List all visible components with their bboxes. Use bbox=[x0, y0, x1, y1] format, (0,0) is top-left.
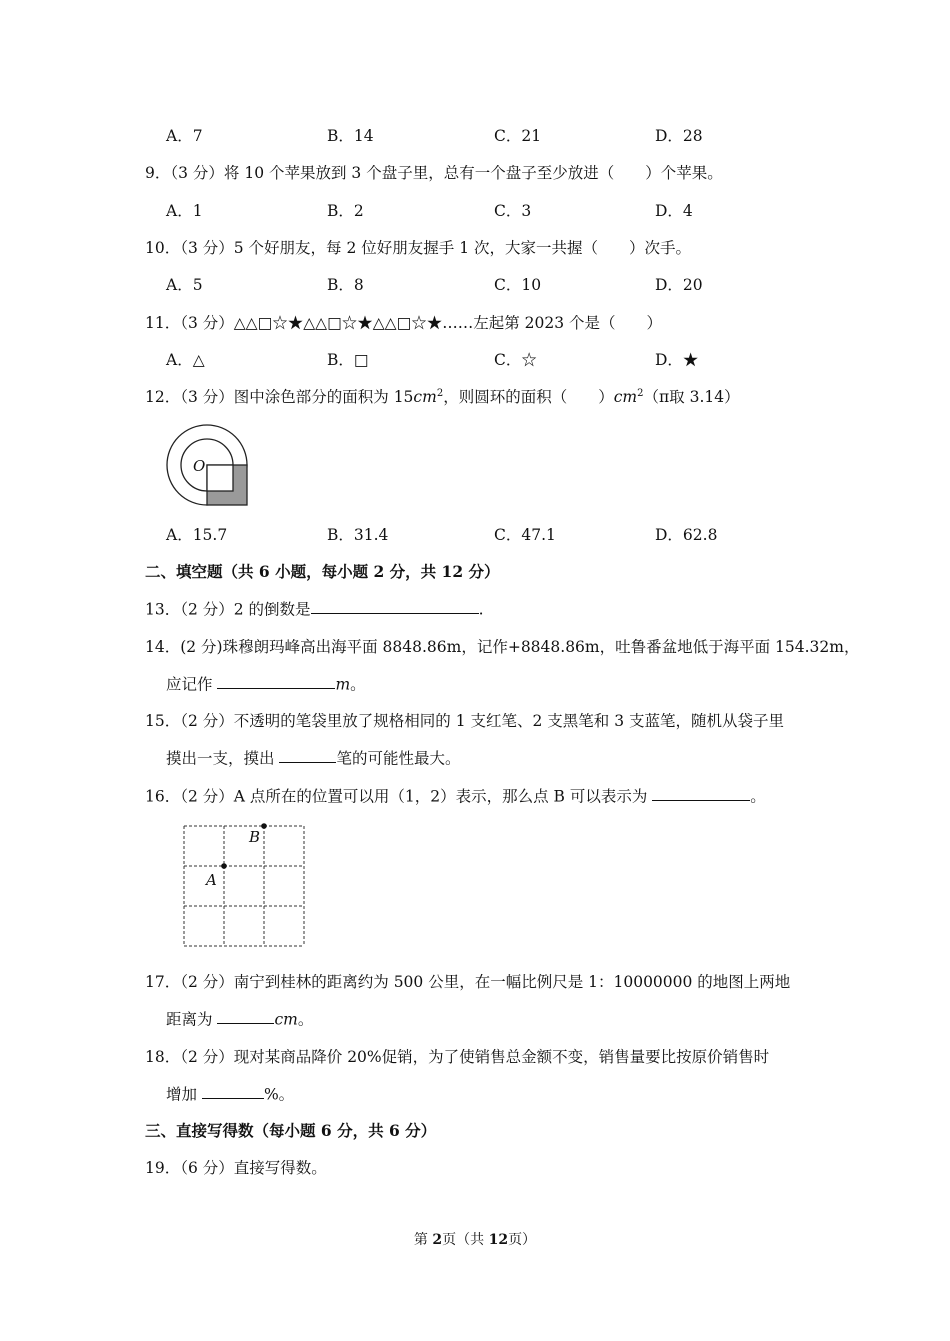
q14-end: 。 bbox=[350, 675, 366, 694]
option-c: C．21 bbox=[494, 127, 542, 145]
option-b: B．8 bbox=[327, 276, 364, 294]
question-16 bbox=[145, 784, 766, 806]
section-title-direct-answers: 三、直接写得数（每小题 6 分，共 6 分） bbox=[145, 1121, 437, 1140]
question-9: 9．（3 分）将 10 个苹果放到 3 个盘子里，总有一个盘子至少放进（ ）个苹果。 bbox=[145, 164, 723, 182]
question-19: 19．（6 分）直接写得数。 bbox=[145, 1159, 327, 1177]
q12-sup: 2 bbox=[436, 387, 444, 399]
footer-page-number: 2 bbox=[432, 1232, 443, 1248]
footer-total-pages: 12 bbox=[488, 1232, 509, 1248]
footer-suffix: 页） bbox=[508, 1232, 537, 1248]
q17-prefix: 距离为 bbox=[166, 1010, 218, 1029]
q16-text: 16．（2 分）A 点所在的位置可以用（1，2）表示，那么点 B 可以表示为 bbox=[145, 787, 653, 806]
q12-mid: ，则圆环的面积（ ） bbox=[443, 388, 614, 406]
option-a: A．7 bbox=[166, 127, 203, 145]
center-label: O bbox=[193, 457, 206, 475]
answer-blank[interactable] bbox=[311, 597, 479, 614]
option-b: B．2 bbox=[327, 202, 364, 220]
option-d: D．62.8 bbox=[655, 526, 718, 544]
q13-end: . bbox=[478, 600, 484, 619]
footer-prefix: 第 bbox=[413, 1232, 433, 1248]
label-b: B bbox=[249, 828, 261, 846]
question-17-line1: 17．（2 分）南宁到桂林的距离约为 500 公里，在一幅比例尺是 1：10000000 的地图上两地 bbox=[145, 973, 791, 991]
answer-blank[interactable] bbox=[202, 1082, 264, 1099]
question-12 bbox=[145, 385, 740, 407]
answer-blank[interactable] bbox=[217, 672, 335, 689]
option-d: D．★ bbox=[655, 351, 699, 369]
q17-unit: cm bbox=[274, 1010, 298, 1029]
q15-prefix: 摸出一支，摸出 bbox=[166, 749, 280, 768]
q12-unit: cm bbox=[413, 388, 437, 406]
option-a: A．5 bbox=[166, 276, 203, 294]
page-footer bbox=[0, 1229, 950, 1249]
q16-end: 。 bbox=[750, 787, 766, 806]
q15-suffix: 笔的可能性最大。 bbox=[336, 749, 461, 768]
question-11: 11．（3 分）△△□☆★△△□☆★△△□☆★……左起第 2023 个是（ ） bbox=[145, 314, 663, 332]
q12-unit-2: cm bbox=[613, 388, 638, 406]
footer-mid: 页（共 bbox=[442, 1232, 489, 1248]
question-18-line1: 18．（2 分）现对某商品降价 20%促销，为了使销售总金额不变，销售量要比按原价销售时 bbox=[145, 1048, 770, 1066]
grid-figure bbox=[178, 818, 310, 950]
option-a: A．1 bbox=[166, 202, 203, 220]
question-13 bbox=[145, 597, 484, 619]
option-b: B．14 bbox=[327, 127, 374, 145]
question-15-line2 bbox=[166, 746, 460, 768]
section-title-fill-in: 二、填空题（共 6 小题，每小题 2 分，共 12 分） bbox=[145, 562, 500, 581]
answer-blank[interactable] bbox=[279, 746, 336, 763]
option-c: C．10 bbox=[494, 276, 542, 294]
q13-text: 13．（2 分）2 的倒数是 bbox=[145, 600, 311, 619]
option-c: C．☆ bbox=[494, 351, 537, 369]
dashed-grid bbox=[184, 826, 304, 946]
q12-suffix: （π取 3.14） bbox=[643, 388, 740, 406]
q14-prefix: 应记作 bbox=[166, 675, 218, 694]
option-d: D．28 bbox=[655, 127, 703, 145]
q17-end: 。 bbox=[297, 1010, 314, 1029]
option-a: A．15.7 bbox=[166, 526, 228, 544]
question-15-line1: 15．（2 分）不透明的笔袋里放了规格相同的 1 支红笔、2 支黑笔和 3 支蓝笔，随机从袋子里 bbox=[145, 712, 784, 730]
question-18-line2 bbox=[166, 1082, 294, 1104]
label-a: A bbox=[206, 871, 217, 889]
option-c: C．47.1 bbox=[494, 526, 556, 544]
option-d: D．4 bbox=[655, 202, 693, 220]
option-d: D．20 bbox=[655, 276, 703, 294]
q14-unit: m bbox=[335, 675, 351, 694]
q18-prefix: 增加 bbox=[166, 1085, 202, 1104]
option-c: C．3 bbox=[494, 202, 532, 220]
point-a bbox=[221, 863, 227, 869]
question-10: 10．（3 分）5 个好朋友，每 2 位好朋友握手 1 次，大家一共握（ ）次手。 bbox=[145, 239, 691, 257]
option-a: A．△ bbox=[166, 351, 205, 369]
q12-sup-2: 2 bbox=[637, 387, 644, 399]
answer-blank[interactable] bbox=[217, 1007, 274, 1024]
point-b bbox=[261, 823, 267, 829]
q18-end: %。 bbox=[263, 1085, 295, 1104]
option-b: B．31.4 bbox=[327, 526, 389, 544]
answer-blank[interactable] bbox=[652, 784, 750, 801]
option-b: B．□ bbox=[327, 351, 369, 369]
question-14-line2 bbox=[166, 672, 366, 694]
q12-prefix: 12．（3 分）图中涂色部分的面积为 15 bbox=[145, 388, 414, 406]
question-14-line1: 14．(2 分)珠穆朗玛峰高出海平面 8848.86m，记作+8848.86m，吐鲁番盆地低于海平面 154.32m， bbox=[145, 638, 860, 656]
question-17-line2 bbox=[166, 1007, 313, 1029]
annulus-figure bbox=[162, 420, 258, 512]
white-inner-square bbox=[207, 465, 233, 491]
